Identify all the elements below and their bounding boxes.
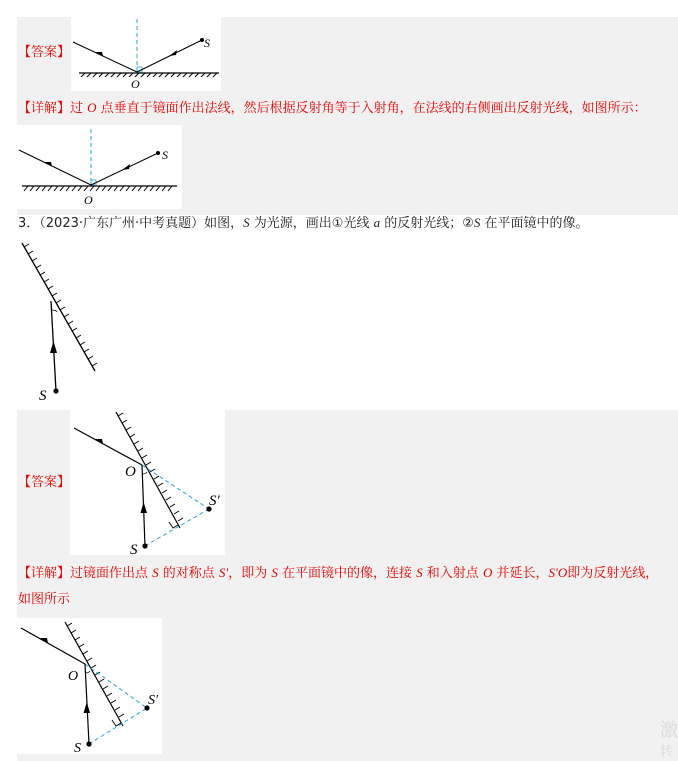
answer-tag-2: 【答案】 bbox=[18, 475, 71, 490]
label-s: S bbox=[39, 388, 47, 404]
label-o: O bbox=[131, 77, 140, 91]
label-o: O bbox=[84, 193, 93, 207]
label-s: S bbox=[204, 36, 210, 50]
label-s-prime: S′ bbox=[209, 493, 220, 509]
answer-tag-1: 【答案】 bbox=[18, 45, 71, 60]
detail-tag-2: 【详解】 bbox=[18, 566, 71, 581]
detail-line-2: 【详解】过镜面作出点 S 的对称点 S′，即为 S 在平面镜中的像，连接 S 和入射点 O 并延长，S′O即为反射光线， bbox=[18, 565, 659, 581]
label-s-prime: S′ bbox=[148, 693, 159, 708]
watermark-line-2: 转 bbox=[660, 744, 674, 759]
mirror-diagram-detail-2 bbox=[17, 618, 162, 754]
label-s: S bbox=[130, 542, 138, 555]
detail-line-2b: 如图所示 bbox=[18, 592, 71, 607]
label-o: O bbox=[68, 669, 79, 684]
label-o: O bbox=[125, 464, 136, 480]
question-3: 3．（2023·广东广州·中考真题）如图，S 为光源，画出①光线 a 的反射光线；②S 在平面镜中的像。 bbox=[18, 215, 589, 231]
watermark-line-1: 激 bbox=[660, 720, 678, 741]
question-3-diagram bbox=[17, 237, 117, 407]
mirror-diagram-answer-2 bbox=[70, 410, 225, 555]
mirror-diagram-answer-1 bbox=[71, 17, 221, 91]
mirror-diagram-detail-1 bbox=[17, 125, 182, 209]
label-s: S bbox=[74, 741, 81, 754]
label-s: S bbox=[162, 148, 168, 162]
detail-tag-1: 【详解】 bbox=[18, 101, 71, 116]
detail-line-1: 【详解】过 O 点垂直于镜面作出法线，然后根据反射角等于入射角，在法线的右侧画出反射光线，如图所示： bbox=[18, 100, 647, 116]
